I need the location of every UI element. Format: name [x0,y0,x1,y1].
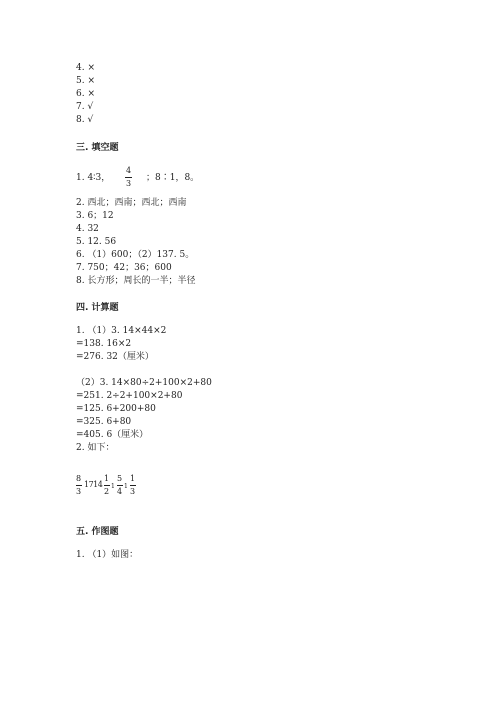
calc-2-line-2: =251. 2÷2+100×2+80 [76,391,183,401]
calc-2-line-4: =325. 6+80 [76,417,132,427]
fill-q1-suffix: ；8∶1，8。 [146,173,200,183]
seq-f1-bar [76,485,82,486]
answer-8: 8. √ [76,115,94,125]
answer-7: 7. √ [76,102,94,112]
answer-5: 5. × [76,76,95,86]
drawing-q1: 1. （1）如图： [76,550,139,560]
seq-middle: 1714 [84,480,103,489]
seq-f4-num: 1 [130,474,136,483]
seq-f2-bar [104,485,110,486]
fraction-numerator: 4 [125,166,132,175]
fill-q2: 2. 西北；西南；西北；西南 [76,198,187,208]
seq-f1-num: 8 [76,474,82,483]
seq-f2-den: 2 [104,487,110,496]
answer-6: 6. × [76,89,95,99]
calc-1-line-3: =276. 32（厘米） [76,352,154,362]
calc-q2-label: 2. 如下： [76,443,115,453]
seq-f3-bar [117,485,123,486]
seq-f4-bar [130,485,136,486]
calc-2-line-3: =125. 6+200+80 [76,404,156,414]
section-3-title: 三. 填空题 [76,143,119,153]
fill-q3: 3. 6；12 [76,211,114,221]
calc-2-line-1: （2）3. 14×80÷2+100×2+80 [76,378,212,388]
seq-sep-1: 1 [111,483,115,490]
seq-f2-num: 1 [104,474,110,483]
answer-4: 4. × [76,63,95,73]
fill-q4: 4. 32 [76,224,99,234]
seq-f3-den: 4 [117,487,123,496]
seq-f4-den: 3 [130,487,136,496]
seq-f1-den: 3 [76,487,82,496]
section-5-title: 五. 作图题 [76,527,119,537]
fill-q1-fraction [125,166,132,189]
section-4-title: 四. 计算题 [76,303,119,313]
fill-q5: 5. 12. 56 [76,237,117,247]
seq-sep-2: 1 [124,483,128,490]
seq-f3-num: 5 [117,474,123,483]
fill-q1-prefix: 1. 4∶3， [76,173,111,183]
fraction-bar [125,177,132,178]
calc-1-line-2: =138. 16×2 [76,339,132,349]
fill-q6: 6. （1）600；（2）137. 5。 [76,250,195,260]
calc-1-line-1: 1. （1）3. 14×44×2 [76,326,167,336]
fill-q8: 8. 长方形；周长的一半；半径 [76,276,196,286]
fraction-denominator: 3 [125,179,132,188]
calc-2-line-5: =405. 6（厘米） [76,430,149,440]
fill-q7: 7. 750；42；36；600 [76,263,172,273]
